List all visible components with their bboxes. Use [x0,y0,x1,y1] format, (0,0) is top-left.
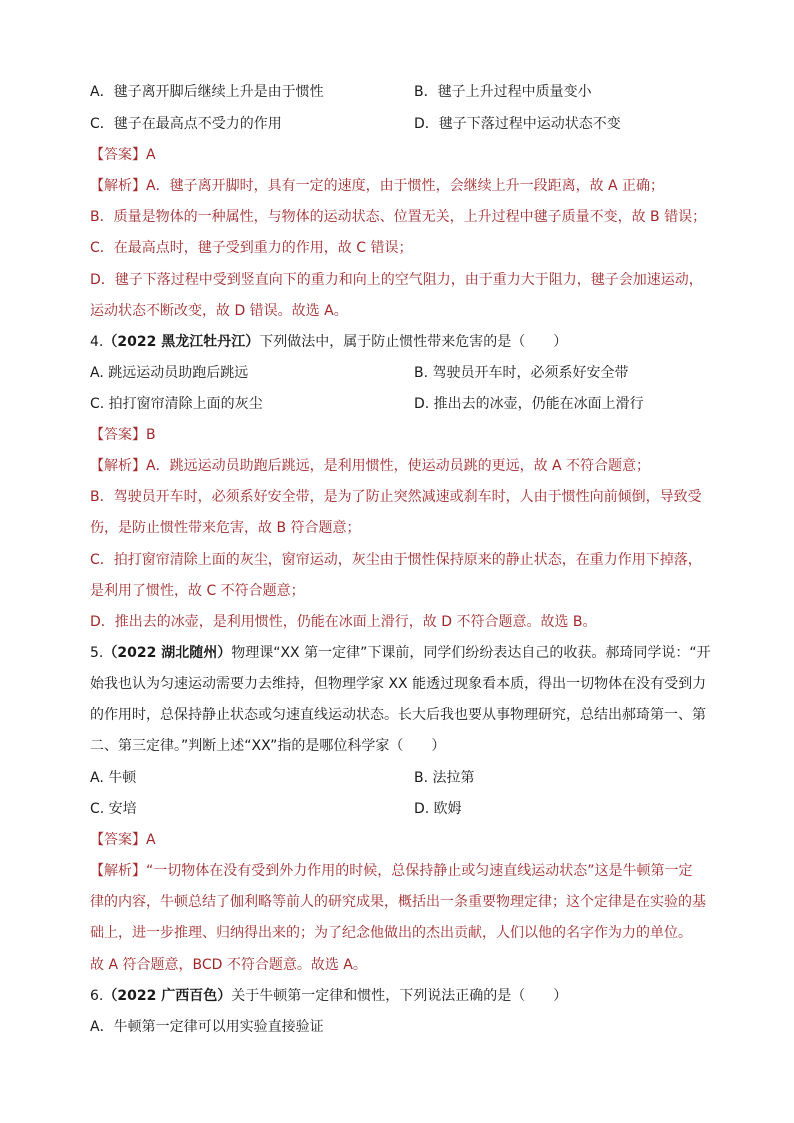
q4-number: 4. [90,334,104,350]
q4-option-d: D. 推出去的冰壶，仍能在冰面上滑行 [414,396,644,412]
q4-source: （2022 黑龙江牡丹江） [103,334,260,350]
q4-stem [90,332,567,352]
q4-explanation-line: 是利用了惯性，故 C 不符合题意； [90,583,305,599]
q6-source: （2022 广西百色） [103,988,232,1004]
q5-option-b: B. 法拉第 [414,770,475,786]
q3-option-b: B．毽子上升过程中质量变小 [414,84,592,100]
q3-answer: 【答案】A [90,147,156,163]
q4-answer: 【答案】B [90,427,156,443]
q6-option-a: A．牛顿第一定律可以用实验直接验证 [90,1019,324,1035]
q4-option-c: C. 拍打窗帘清除上面的灰尘 [90,396,263,412]
q5-number: 5. [90,645,104,661]
q5-option-a: A. 牛顿 [90,770,137,786]
q3-option-a: A．毽子离开脚后继续上升是由于惯性 [90,84,324,100]
q5-explanation-line: 故 A 符合题意，BCD 不符合题意。故选 A。 [90,957,367,973]
q5-explanation-line: 础上，进一步推理、归纳得出来的；为了纪念他做出的杰出贡献，人们以他的名字作为力的单位。 [90,925,692,941]
q3-explanation-line: 运动状态不断改变，故 D 错误。故选 A。 [90,303,348,319]
q5-stem-line: 二、第三定律。”判断上述“XX”指的是哪位科学家（ ） [90,738,446,754]
q6-question: 关于牛顿第一定律和惯性，下列说法正确的是（ ） [231,988,568,1004]
q3-explanation-line: D．毽子下落过程中受到竖直向下的重力和向上的空气阻力，由于重力大于阻力，毽子会加速运动， [90,272,703,288]
q4-explanation-line: B．驾驶员开车时，必须系好安全带，是为了防止突然减速或刹车时，人由于惯性向前倾倒，导致受 [90,489,702,505]
q4-explanation-line: C．拍打窗帘清除上面的灰尘，窗帘运动，灰尘由于惯性保持原来的静止状态，在重力作用下掉落， [90,552,702,568]
q5-explanation-line: 律的内容，牛顿总结了伽利略等前人的研究成果，概括出一条重要物理定律；这个定律是在实验的基 [90,894,706,910]
q5-stem-line: 的作用时，总保持静止状态或匀速直线运动状态。长大后我也要从事物理研究，总结出郝琦第一、第 [90,707,706,723]
q5-question: 物理课“XX 第一定律”下课前，同学们纷纷表达自己的收获。郝琦同学说：“开 [231,645,711,661]
q5-explanation-line: 【解析】“一切物体在没有受到外力作用的时候，总保持静止或匀速直线运动状态”这是牛顿第一定 [90,863,693,879]
q6-number: 6. [90,988,104,1004]
q4-option-a: A. 跳远运动员助跑后跳远 [90,365,249,381]
q4-explanation-line: D．推出去的冰壶，是利用惯性，仍能在冰面上滑行，故 D 不符合题意。故选 B。 [90,614,597,630]
q4-question: 下列做法中，属于防止惯性带来危害的是（ ） [259,334,568,350]
q3-option-d: D．毽子下落过程中运动状态不变 [414,116,621,132]
q5-stem-line: 始我也认为匀速运动需要力去维持，但物理学家 XX 能透过现象看本质，得出一切物体在没有受到力 [90,676,707,692]
q3-explanation-line: C．在最高点时，毽子受到重力的作用，故 C 错误； [90,240,413,256]
q5-option-d: D. 欧姆 [414,801,462,817]
q6-stem [90,986,567,1006]
q5-source: （2022 湖北随州） [103,645,232,661]
q5-option-c: C. 安培 [90,801,137,817]
q3-option-c: C．毽子在最高点不受力的作用 [90,116,282,132]
q4-explanation-line: 【解析】A．跳远运动员助跑后跳远，是利用惯性，使运动员跳的更远，故 A 不符合题意； [90,458,651,474]
q4-explanation-line: 伤，是防止惯性带来危害，故 B 符合题意； [90,520,361,536]
q5-answer: 【答案】A [90,832,156,848]
q4-option-b: B. 驾驶员开车时，必须系好安全带 [414,365,629,381]
q3-explanation-line: 【解析】A．毽子离开脚时，具有一定的速度，由于惯性，会继续上升一段距离，故 A 正确； [90,178,665,194]
q5-stem [90,643,711,663]
q3-explanation-line: B．质量是物体的一种属性，与物体的运动状态、位置无关，上升过程中毽子质量不变，故 B 错误； [90,209,707,225]
